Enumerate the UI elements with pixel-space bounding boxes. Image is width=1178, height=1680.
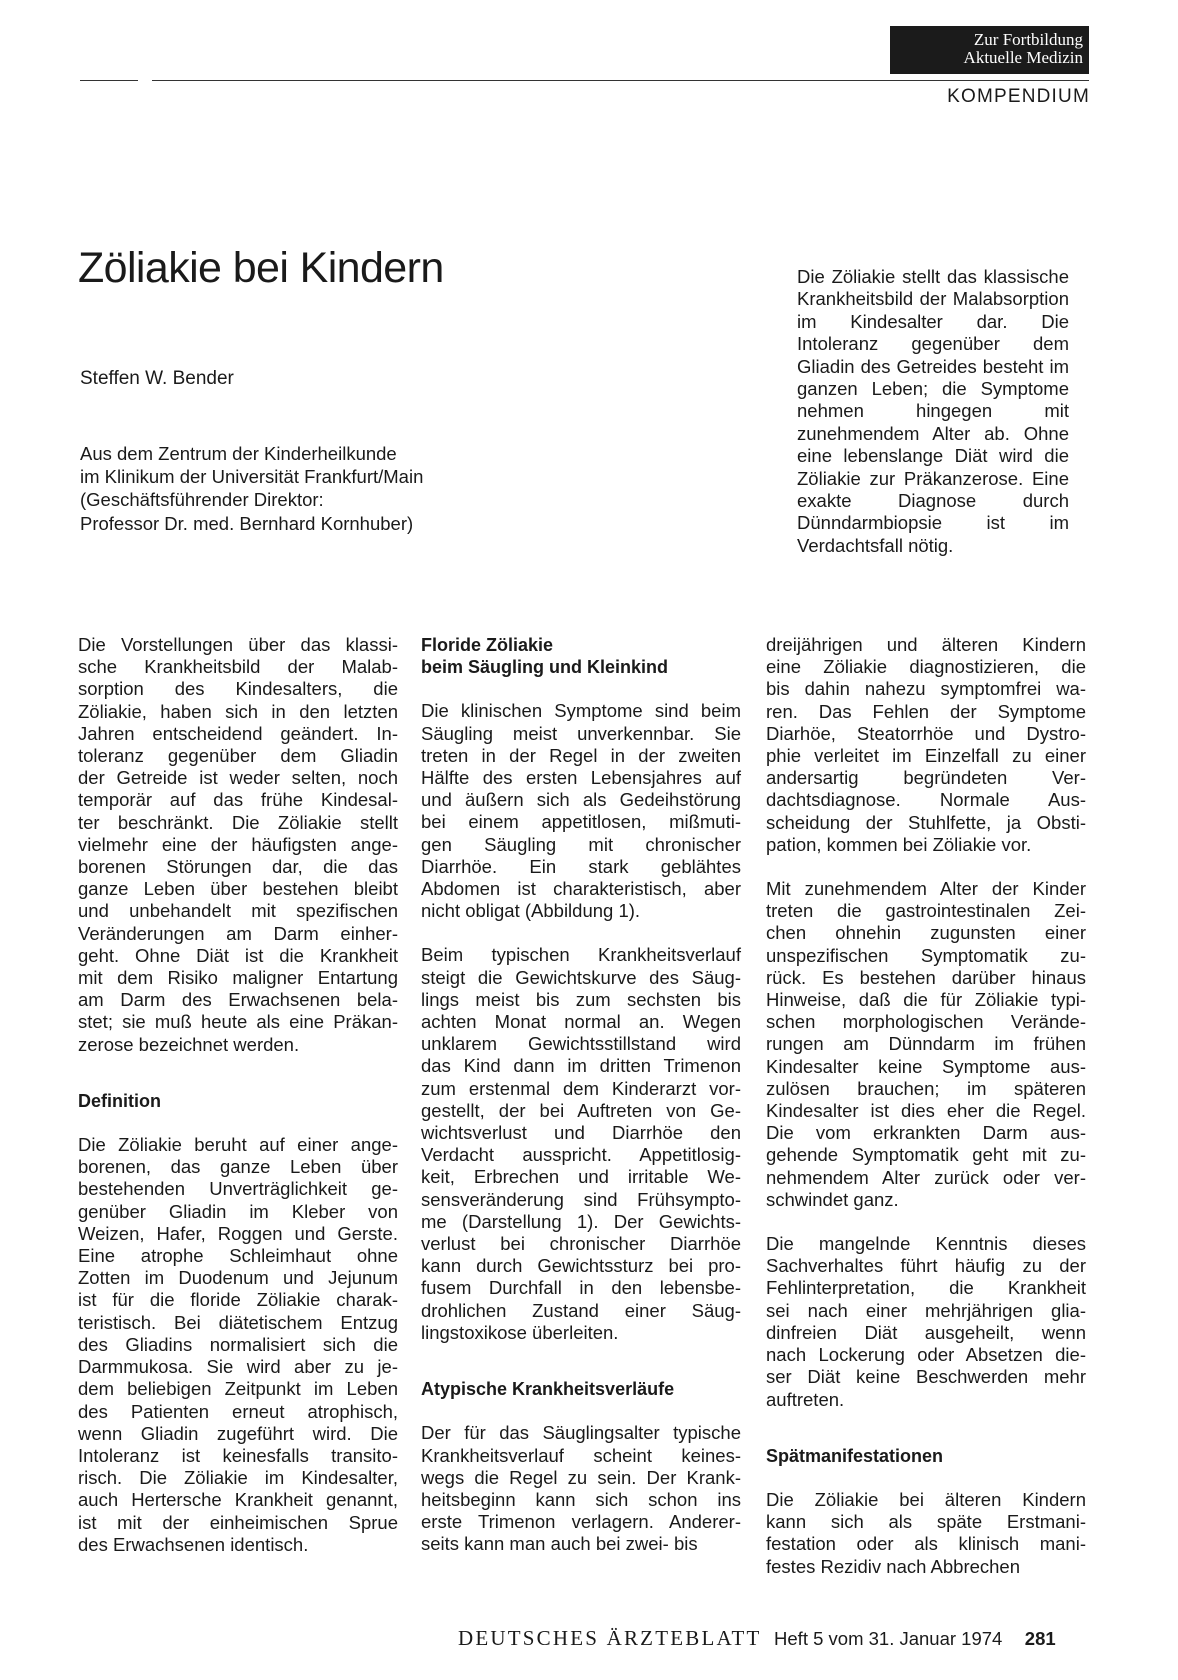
late-manifestations-paragraph (766, 1489, 1086, 1578)
text-line: pation, kommen bei Zöliakie vor. (766, 833, 1032, 855)
text-line: ist für die floride Zöliakie charak- (78, 1289, 398, 1311)
text-line: chen ohnehin zugunsten einer (766, 922, 1086, 944)
definition-paragraph (78, 1134, 398, 1556)
text-line: Sachverhaltes führt häufig zu der (766, 1255, 1086, 1277)
floride-paragraph-2 (421, 944, 741, 1344)
text-line: eine Zöliakie diagnostizieren, die (766, 656, 1086, 678)
heading-floride (421, 634, 741, 678)
text-line: und äußern sich als Gedeihstörung (421, 789, 741, 811)
text-line: genüber Gliadin im Kleber von (78, 1200, 398, 1222)
text-line: festation oder als klinisch mani- (766, 1533, 1086, 1555)
text-line: me (Darstellung 1). Der Gewichts- (421, 1210, 741, 1232)
text-line: dem beliebigen Zeitpunkt im Leben (78, 1378, 398, 1400)
text-line: borenen, das ganze Leben über (78, 1156, 398, 1178)
text-column-2 (421, 634, 741, 1578)
floride-paragraph-1 (421, 700, 741, 922)
atypical-paragraph (421, 1422, 741, 1555)
text-line: ser Diät keine Beschwerden mehr (766, 1366, 1086, 1388)
continued-paragraph-2 (766, 878, 1086, 1211)
abstract: Die Zöliakie stellt das klassische Krankheitsbild der Malabsorption im Kindesalter dar. Die Intoleranz gegenüber dem Gliadin des Getreides besteht im ganzen Leben; die Symptome nehmen hingegen mit zunehmendem Alter ab. Ohne eine lebenslange Diät wird die Zöliakie zur Präkanzerose. Eine exakte Diagnose durch Dünndarmbiopsie ist im Verdachtsfall nötig. (797, 266, 1069, 556)
badge-line-2: Aktuelle Medizin (963, 48, 1083, 67)
text-line: Beim typischen Krankheitsverlauf (421, 944, 741, 966)
text-column-3 (766, 634, 1086, 1600)
text-line: Krankheitsverlauf scheint keines- (421, 1444, 741, 1466)
text-line: heitsbeginn kann sich schon ins (421, 1488, 741, 1510)
text-line: Abdomen ist charakteristisch, aber (421, 878, 741, 900)
text-line: schwindet ganz. (766, 1188, 899, 1210)
text-line: nach Lockerung oder Absetzen die- (766, 1344, 1086, 1366)
text-line: toleranz gegenüber dem Gliadin (78, 745, 398, 767)
text-line: Diarrhöe. Ein stark geblähtes (421, 855, 741, 877)
text-line: Weizen, Hafer, Roggen und Gerste. (78, 1222, 398, 1244)
text-line: Hinweise, daß die für Zöliakie typi- (766, 989, 1086, 1011)
section-badge (890, 26, 1089, 74)
text-line: unklarem Gewichtsstillstand wird (421, 1033, 741, 1055)
intro-paragraph (78, 634, 398, 1056)
text-line: geht. Ohne Diät ist die Krankheit (78, 944, 398, 966)
text-line: Diarhöe, Steatorrhöe und Dystro- (766, 722, 1086, 744)
text-line: andersartig begründeten Ver- (766, 767, 1086, 789)
text-line: Darmmukosa. Sie wird aber zu je- (78, 1356, 398, 1378)
text-line: ter beschränkt. Die Zöliakie stellt (78, 811, 398, 833)
text-line: steigt die Gewichtskurve des Säug- (421, 966, 741, 988)
text-line: borenen Störungen dar, die das (78, 856, 398, 878)
text-line: auftreten. (766, 1388, 845, 1410)
text-line: dreijährigen und älteren Kindern (766, 634, 1086, 655)
text-line: schen morphologischen Verände- (766, 1011, 1086, 1033)
text-line: ganze Leben über bestehen bleibt (78, 878, 398, 900)
text-line: verlust bei chronischer Diarrhöe (421, 1233, 741, 1255)
text-line: Zöliakie, haben sich in den letzten (78, 700, 398, 722)
text-line: zum erstenmal dem Kinderarzt vor- (421, 1077, 741, 1099)
text-column-1 (78, 634, 398, 1578)
text-line: Die Vorstellungen über das klassi- (78, 634, 398, 655)
text-line: phie verleitet im Einzelfall zu einer (766, 745, 1086, 767)
text-line: sorption des Kindesalters, die (78, 678, 398, 700)
text-line: rück. Es bestehen darüber hinaus (766, 966, 1086, 988)
text-line: zulösen brauchen; im späteren (766, 1077, 1086, 1099)
author-name: Steffen W. Bender (80, 368, 234, 389)
text-line: ist mit der einheimischen Sprue (78, 1511, 398, 1533)
text-line: Die Zöliakie beruht auf einer ange- (78, 1134, 398, 1156)
text-line: Der für das Säuglingsalter typische (421, 1422, 741, 1444)
text-line: wichtsverlust und Diarrhöe den (421, 1122, 741, 1144)
header-rule-short (80, 80, 138, 81)
text-line: des Gliadins normalisiert sich die (78, 1333, 398, 1355)
text-line: der Getreide ist weder selten, noch (78, 767, 398, 789)
continued-paragraph-1 (766, 634, 1086, 856)
text-line: bis dahin nahezu symptomfrei wa- (766, 678, 1086, 700)
text-line: Kindesalter keine Symptome aus- (766, 1055, 1086, 1077)
continued-paragraph-3 (766, 1233, 1086, 1411)
text-line: und unbehandelt mit spezifischen (78, 900, 398, 922)
text-line: am Darm des Erwachsenen bela- (78, 989, 398, 1011)
page-footer (458, 1626, 1056, 1651)
text-line: Fehlinterpretation, die Krankheit (766, 1277, 1086, 1299)
text-line: unspezifischen Symptomatik zu- (766, 944, 1086, 966)
text-line: lingstoxikose überleiten. (421, 1321, 619, 1343)
text-line: erste Trimenon verlagern. Anderer- (421, 1511, 741, 1533)
article-title: Zöliakie bei Kindern (78, 244, 444, 292)
text-line: Säugling meist unverkennbar. Sie (421, 722, 741, 744)
text-line: des Erwachsenen identisch. (78, 1533, 309, 1555)
text-line: Die mangelnde Kenntnis dieses (766, 1233, 1086, 1255)
text-line: gestellt, der bei Auftreten von Ge- (421, 1099, 741, 1121)
page-number: 281 (1024, 1628, 1056, 1649)
heading-floride-line-1: Floride Zöliakie (421, 635, 554, 655)
text-line: sche Krankheitsbild der Malab- (78, 656, 398, 678)
text-line: nicht obligat (Abbildung 1). (421, 900, 641, 922)
affiliation-line: Professor Dr. med. Bernhard Kornhuber) (80, 512, 414, 534)
text-line: scheidung der Stuhlfette, ja Obsti- (766, 811, 1086, 833)
text-line: rungen am Dünndarm im frühen (766, 1033, 1086, 1055)
text-line: Verdacht ausspricht. Appetitlosig- (421, 1144, 741, 1166)
text-line: Veränderungen am Darm einher- (78, 922, 398, 944)
text-line: teristisch. Bei diätetischem Entzug (78, 1311, 398, 1333)
text-line: festes Rezidiv nach Abbrechen (766, 1555, 1021, 1577)
text-line: dachtsdiagnose. Normale Aus- (766, 789, 1086, 811)
text-line: Die vom erkrankten Darm aus- (766, 1122, 1086, 1144)
text-line: Die klinischen Symptome sind beim (421, 700, 741, 722)
text-line: treten in der Regel in der zweiten (421, 744, 741, 766)
text-line: keit, Erbrechen und irritable We- (421, 1166, 741, 1188)
heading-atypical: Atypische Krankheitsverläufe (421, 1379, 675, 1400)
text-line: sensveränderung sind Frühsympto- (421, 1188, 741, 1210)
text-line: vielmehr eine der häufigsten ange- (78, 833, 398, 855)
text-line: wegs die Regel zu sein. Der Krank- (421, 1466, 741, 1488)
text-line: bestehenden Unverträglichkeit ge- (78, 1178, 398, 1200)
text-line: stet; sie muß heute als eine Präkan- (78, 1011, 398, 1033)
text-line: gen Säugling mit chronischer (421, 833, 741, 855)
text-line: lings meist bis zum sechsten bis (421, 988, 741, 1010)
affiliation-line: im Klinikum der Universität Frankfurt/Main (80, 466, 424, 488)
text-line: nehmendem Alter zurück oder ver- (766, 1166, 1086, 1188)
text-line: Intoleranz ist keinesfalls transito- (78, 1444, 398, 1466)
text-line: fusem Durchfall in den lebensbe- (421, 1277, 741, 1299)
text-line: des Patienten erneut atrophisch, (78, 1400, 398, 1422)
text-line: zerose bezeichnet werden. (78, 1033, 300, 1055)
heading-late-manifestations: Spätmanifestationen (766, 1445, 944, 1466)
journal-name: DEUTSCHES ÄRZTEBLATT (458, 1626, 762, 1650)
header-rule (152, 80, 1089, 81)
text-line: sei nach einer mehrjährigen glia- (766, 1299, 1086, 1321)
text-line: kann sich als späte Erstmani- (766, 1511, 1086, 1533)
text-line: Die Zöliakie bei älteren Kindern (766, 1488, 1086, 1510)
text-line: achten Monat normal an. Wegen (421, 1011, 741, 1033)
text-line: Mit zunehmendem Alter der Kinder (766, 878, 1086, 900)
issue-info: Heft 5 vom 31. Januar 1974 (774, 1628, 1003, 1649)
text-line: drohlichen Zustand einer Säug- (421, 1299, 741, 1321)
affiliation-line: (Geschäftsführender Direktor: (80, 489, 324, 511)
section-label: KOMPENDIUM (947, 86, 1090, 107)
text-line: risch. Die Zöliakie im Kindesalter, (78, 1467, 398, 1489)
heading-definition: Definition (78, 1090, 161, 1111)
text-line: Hälfte des ersten Lebensjahres auf (421, 767, 741, 789)
text-line: ren. Das Fehlen der Symptome (766, 700, 1086, 722)
text-line: bei einem appetitlosen, mißmuti- (421, 811, 741, 833)
text-line: auch Hertersche Krankheit genannt, (78, 1489, 398, 1511)
affiliation-line: Aus dem Zentrum der Kinderheilkunde (80, 443, 397, 464)
badge-line-1: Zur Fortbildung (973, 30, 1083, 49)
text-line: treten die gastrointestinalen Zei- (766, 900, 1086, 922)
author-affiliation (80, 442, 423, 535)
text-line: das Kind dann im dritten Trimenon (421, 1055, 741, 1077)
text-line: seits kann man auch bei zwei- bis (421, 1533, 698, 1555)
text-line: mit dem Risiko maligner Entartung (78, 967, 398, 989)
text-line: Jahren entscheidend geändert. In- (78, 722, 398, 744)
text-line: Eine atrophe Schleimhaut ohne (78, 1245, 398, 1267)
text-line: gehende Symptomatik geht mit zu- (766, 1144, 1086, 1166)
text-line: dinfreien Diät ausgeheilt, wenn (766, 1321, 1086, 1343)
text-line: wenn Gliadin zugeführt wird. Die (78, 1422, 398, 1444)
text-line: temporär auf das frühe Kindesal- (78, 789, 398, 811)
text-line: Kindesalter ist dies eher die Regel. (766, 1100, 1086, 1122)
text-line: kann durch Gewichtssturz bei pro- (421, 1255, 741, 1277)
heading-floride-line-2: beim Säugling und Kleinkind (421, 657, 669, 678)
text-line: Zotten im Duodenum und Jejunum (78, 1267, 398, 1289)
